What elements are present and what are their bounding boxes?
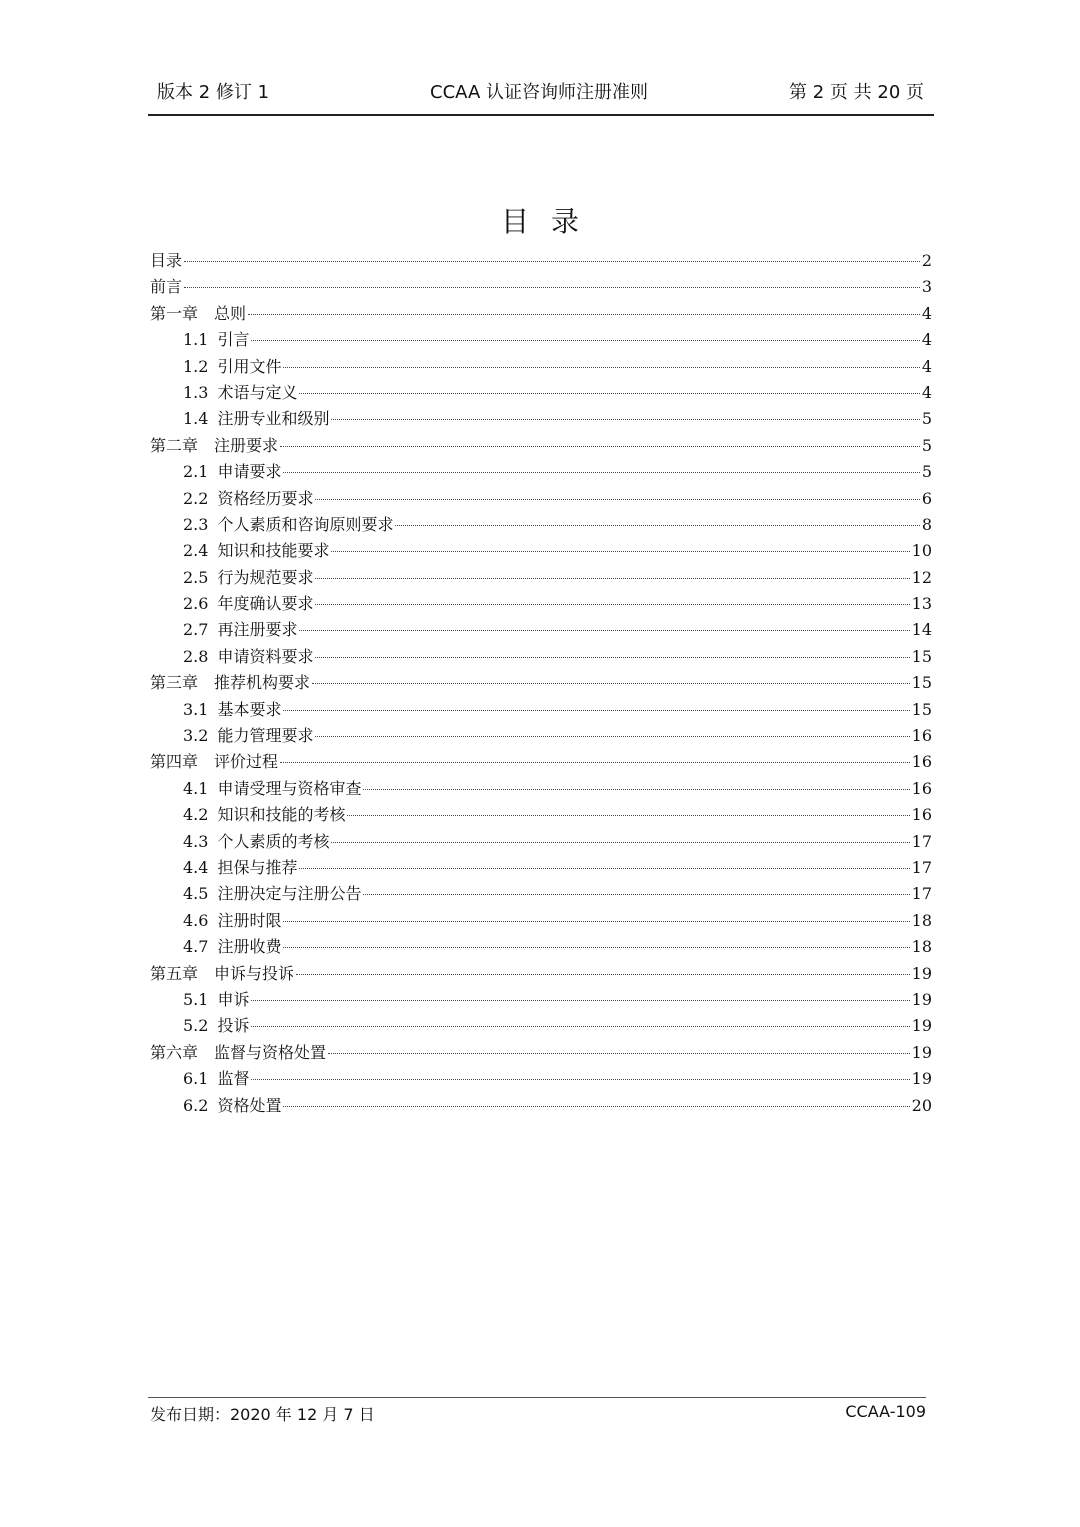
dot-leader (328, 1053, 910, 1054)
toc-entry-text: 注册决定与注册公告 (217, 884, 362, 904)
toc-section-entry[interactable] (150, 802, 932, 828)
toc-entry-number: 第三章 (150, 673, 199, 693)
dot-leader (395, 525, 919, 526)
dot-leader (248, 314, 920, 315)
toc-page-number: 2 (921, 251, 932, 270)
toc-section-entry[interactable] (150, 908, 932, 934)
toc-page-number: 8 (921, 514, 932, 534)
toc-entry-text: 申诉 (217, 989, 250, 1009)
toc-section-entry[interactable] (150, 1093, 932, 1119)
toc-entry-number: 4.3 (183, 831, 209, 851)
toc-entry-label (183, 538, 329, 564)
toc-entry-label (183, 406, 329, 432)
dot-leader (363, 894, 909, 895)
toc-entry-text: 申诉与投诉 (214, 963, 295, 983)
toc-entry-text: 知识和技能的考核 (217, 805, 346, 825)
footer-divider (148, 1397, 926, 1398)
dot-leader (251, 1026, 909, 1027)
toc-section-entry[interactable] (150, 406, 932, 432)
toc-entry-number: 5.1 (183, 989, 209, 1009)
toc-entry-text: 注册专业和级别 (217, 409, 330, 429)
toc-entry-number: 4.1 (183, 778, 209, 798)
toc-entry-text: 注册要求 (214, 435, 279, 455)
toc-entry-label (183, 354, 281, 380)
toc-chapter-entry[interactable] (150, 961, 932, 987)
dot-leader (283, 472, 919, 473)
dot-leader (283, 921, 909, 922)
toc-entry-text: 担保与推荐 (217, 857, 298, 877)
toc-entry-label (183, 829, 329, 855)
toc-entry-label (183, 486, 313, 512)
toc-entry-label (183, 934, 281, 960)
toc-chapter-entry[interactable] (150, 749, 932, 775)
toc-section-entry[interactable] (150, 512, 932, 538)
dot-leader (296, 974, 910, 975)
toc-page-number: 17 (911, 884, 932, 904)
toc-entry-number: 6.1 (183, 1069, 209, 1089)
toc-entry-number: 2.5 (183, 567, 209, 587)
toc-page-number: 13 (911, 594, 932, 614)
toc-page-number: 19 (911, 1069, 932, 1089)
dot-leader (331, 551, 909, 552)
toc-section-entry[interactable] (150, 538, 932, 564)
toc-section-entry[interactable] (150, 829, 932, 855)
toc-entry-label (183, 855, 297, 881)
toc-page-number: 16 (911, 726, 932, 746)
toc-entry-text: 申请资料要求 (217, 646, 314, 666)
toc-entry-text: 引言 (217, 330, 250, 350)
toc-page-number: 19 (911, 1042, 932, 1062)
toc-entry-text: 评价过程 (214, 752, 279, 772)
toc-entry-text: 监督与资格处置 (214, 1042, 327, 1062)
toc-section-entry[interactable] (150, 459, 932, 485)
dot-leader (315, 604, 909, 605)
document-title: CCAA 认证咨询师注册准则 (430, 82, 648, 103)
dot-leader (251, 1000, 909, 1001)
toc-entry-label (183, 617, 297, 643)
toc-entry-text: 前言 (150, 277, 183, 297)
toc-entry-label (150, 1040, 326, 1066)
toc-page-number: 3 (921, 277, 932, 297)
page-header (150, 74, 928, 106)
dot-leader (283, 947, 909, 948)
toc-entry-number: 第五章 (150, 963, 199, 983)
toc-entry-label (183, 723, 313, 749)
dot-leader (315, 736, 909, 737)
dot-leader (299, 630, 909, 631)
toc-entry-number: 2.3 (183, 514, 209, 534)
toc-entry-number: 4.4 (183, 857, 209, 877)
toc-page-number: 15 (911, 646, 932, 666)
toc-section-entry[interactable] (150, 855, 932, 881)
toc-entry-label (183, 459, 281, 485)
toc-section-entry[interactable] (150, 644, 932, 670)
toc-entry-label (150, 961, 294, 987)
dot-leader (184, 261, 920, 262)
toc-entry-text: 投诉 (217, 1016, 250, 1036)
toc-chapter-entry[interactable] (150, 1040, 932, 1066)
toc-entry-number: 1.4 (183, 409, 209, 429)
toc-section-entry[interactable] (150, 565, 932, 591)
toc-entry-text: 注册时限 (217, 910, 282, 930)
toc-section-entry[interactable] (150, 617, 932, 643)
toc-entry-text: 申请受理与资格审查 (217, 778, 362, 798)
toc-entry-number: 5.2 (183, 1016, 209, 1036)
toc-page-number: 18 (911, 910, 932, 930)
toc-entry-text: 个人素质和咨询原则要求 (217, 514, 394, 534)
toc-section-entry[interactable] (150, 881, 932, 907)
toc-page-number: 5 (921, 409, 932, 429)
toc-entry-number: 6.2 (183, 1095, 209, 1115)
toc-entry-number: 2.8 (183, 646, 209, 666)
toc-section-entry[interactable] (150, 987, 932, 1013)
dot-leader (331, 842, 909, 843)
toc-page-number: 20 (911, 1095, 932, 1115)
toc-entry-text: 个人素质的考核 (217, 831, 330, 851)
toc-entry-text: 推荐机构要求 (214, 673, 311, 693)
toc-entry-label (183, 644, 313, 670)
toc-entry-label (150, 248, 182, 274)
toc-entry-number: 4.5 (183, 884, 209, 904)
toc-entry-label (183, 802, 345, 828)
toc-section-entry[interactable] (150, 776, 932, 802)
toc-entry-text: 知识和技能要求 (217, 541, 330, 561)
dot-leader (280, 762, 910, 763)
toc-entry-number: 第一章 (150, 303, 199, 323)
toc-entry-label (150, 749, 278, 775)
toc-entry-label (183, 380, 297, 406)
toc-entry-number: 2.1 (183, 462, 209, 482)
dot-leader (312, 683, 910, 684)
toc-entry-text: 目录 (150, 251, 183, 270)
toc-title: 目录 (500, 205, 601, 238)
toc-entry-label (183, 1013, 249, 1039)
dot-leader (331, 419, 919, 420)
toc-page-number: 16 (911, 752, 932, 772)
dot-leader (363, 789, 909, 790)
toc-section-entry[interactable] (150, 486, 932, 512)
table-of-contents (150, 248, 932, 1119)
toc-chapter-entry[interactable] (150, 670, 932, 696)
toc-entry-label (150, 670, 310, 696)
dot-leader (251, 340, 919, 341)
toc-entry-text: 注册收费 (217, 937, 282, 957)
toc-page-number: 15 (911, 699, 932, 719)
toc-section-entry[interactable] (150, 380, 932, 406)
toc-entry-label (183, 881, 361, 907)
dot-leader (283, 1106, 909, 1107)
toc-entry-text: 基本要求 (217, 699, 282, 719)
toc-section-entry[interactable] (150, 723, 932, 749)
toc-entry-number: 4.2 (183, 805, 209, 825)
dot-leader (315, 578, 909, 579)
toc-entry-number: 2.7 (183, 620, 209, 640)
toc-page-number: 18 (911, 937, 932, 957)
toc-page-number: 14 (911, 620, 932, 640)
toc-entry-number: 4.6 (183, 910, 209, 930)
dot-leader (315, 657, 909, 658)
toc-entry-text: 年度确认要求 (217, 594, 314, 614)
toc-page-number: 4 (921, 330, 932, 350)
toc-entry-number: 1.3 (183, 382, 209, 402)
toc-page-number: 5 (921, 462, 932, 482)
page-footer (150, 1402, 926, 1428)
toc-entry-text: 总则 (214, 303, 247, 323)
toc-entry-text: 再注册要求 (217, 620, 298, 640)
toc-page-number: 10 (911, 541, 932, 561)
toc-entry-number: 第四章 (150, 752, 199, 772)
toc-entry-number: 3.1 (183, 699, 209, 719)
toc-entry-label (183, 591, 313, 617)
dot-leader (299, 393, 919, 394)
toc-page-number: 19 (911, 989, 932, 1009)
toc-page-number: 17 (911, 831, 932, 851)
toc-entry-label (150, 301, 246, 327)
dot-leader (251, 1079, 909, 1080)
toc-chapter-entry[interactable] (150, 301, 932, 327)
toc-section-entry[interactable] (150, 934, 932, 960)
toc-entry-number: 2.6 (183, 594, 209, 614)
toc-page-number: 17 (911, 857, 932, 877)
dot-leader (283, 710, 909, 711)
toc-entry-text: 术语与定义 (217, 382, 298, 402)
toc-entry-label (150, 274, 182, 300)
toc-entry-text: 行为规范要求 (217, 567, 314, 587)
toc-page-number: 15 (911, 673, 932, 693)
toc-page-number: 19 (911, 963, 932, 983)
toc-chapter-entry[interactable] (150, 274, 932, 300)
toc-section-entry[interactable] (150, 591, 932, 617)
toc-entry-label (183, 327, 249, 353)
dot-leader (315, 499, 919, 500)
toc-section-entry[interactable] (150, 697, 932, 723)
toc-page-number: 16 (911, 805, 932, 825)
toc-entry-label (183, 987, 249, 1013)
toc-entry-text: 引用文件 (217, 356, 282, 376)
toc-entry-text: 申请要求 (217, 462, 282, 482)
toc-entry-label (183, 1093, 281, 1119)
toc-entry-number: 第二章 (150, 435, 199, 455)
toc-entry-number: 1.1 (183, 330, 209, 350)
toc-section-entry[interactable] (150, 354, 932, 380)
toc-entry-label (183, 697, 281, 723)
toc-entry-label (183, 565, 313, 591)
dot-leader (283, 367, 919, 368)
toc-section-entry[interactable] (150, 1013, 932, 1039)
dot-leader (280, 446, 920, 447)
toc-entry-number: 2.2 (183, 488, 209, 508)
toc-entry-label (150, 433, 278, 459)
toc-page-number: 6 (921, 488, 932, 508)
dot-leader (184, 287, 920, 288)
toc-page-number: 4 (921, 356, 932, 376)
version-label: 版本 2 修订 1 (157, 82, 270, 103)
toc-entry-number: 1.2 (183, 356, 209, 376)
toc-entry-label (183, 776, 361, 802)
toc-chapter-entry[interactable] (150, 248, 932, 274)
toc-entry-number: 第六章 (150, 1042, 199, 1062)
dot-leader (347, 815, 909, 816)
toc-entry-number: 4.7 (183, 937, 209, 957)
toc-entry-number: 2.4 (183, 541, 209, 561)
toc-page-number: 4 (921, 303, 932, 323)
toc-entry-label (183, 908, 281, 934)
toc-section-entry[interactable] (150, 327, 932, 353)
publish-date: 发布日期：2020 年 12 月 7 日 (150, 1405, 375, 1424)
toc-entry-text: 监督 (217, 1069, 250, 1089)
toc-entry-label (183, 512, 393, 538)
toc-chapter-entry[interactable] (150, 433, 932, 459)
toc-page-number: 16 (911, 778, 932, 798)
toc-section-entry[interactable] (150, 1066, 932, 1092)
document-code: CCAA-109 (845, 1402, 926, 1421)
toc-page-number: 4 (921, 382, 932, 402)
toc-entry-number: 3.2 (183, 726, 209, 746)
toc-entry-text: 资格经历要求 (217, 488, 314, 508)
header-divider (148, 114, 934, 116)
toc-entry-label (183, 1066, 249, 1092)
toc-entry-text: 能力管理要求 (217, 726, 314, 746)
dot-leader (299, 868, 909, 869)
toc-page-number: 12 (911, 567, 932, 587)
toc-page-number: 5 (921, 435, 932, 455)
toc-page-number: 19 (911, 1016, 932, 1036)
toc-entry-text: 资格处置 (217, 1095, 282, 1115)
page-number-label: 第 2 页 共 20 页 (789, 82, 924, 103)
